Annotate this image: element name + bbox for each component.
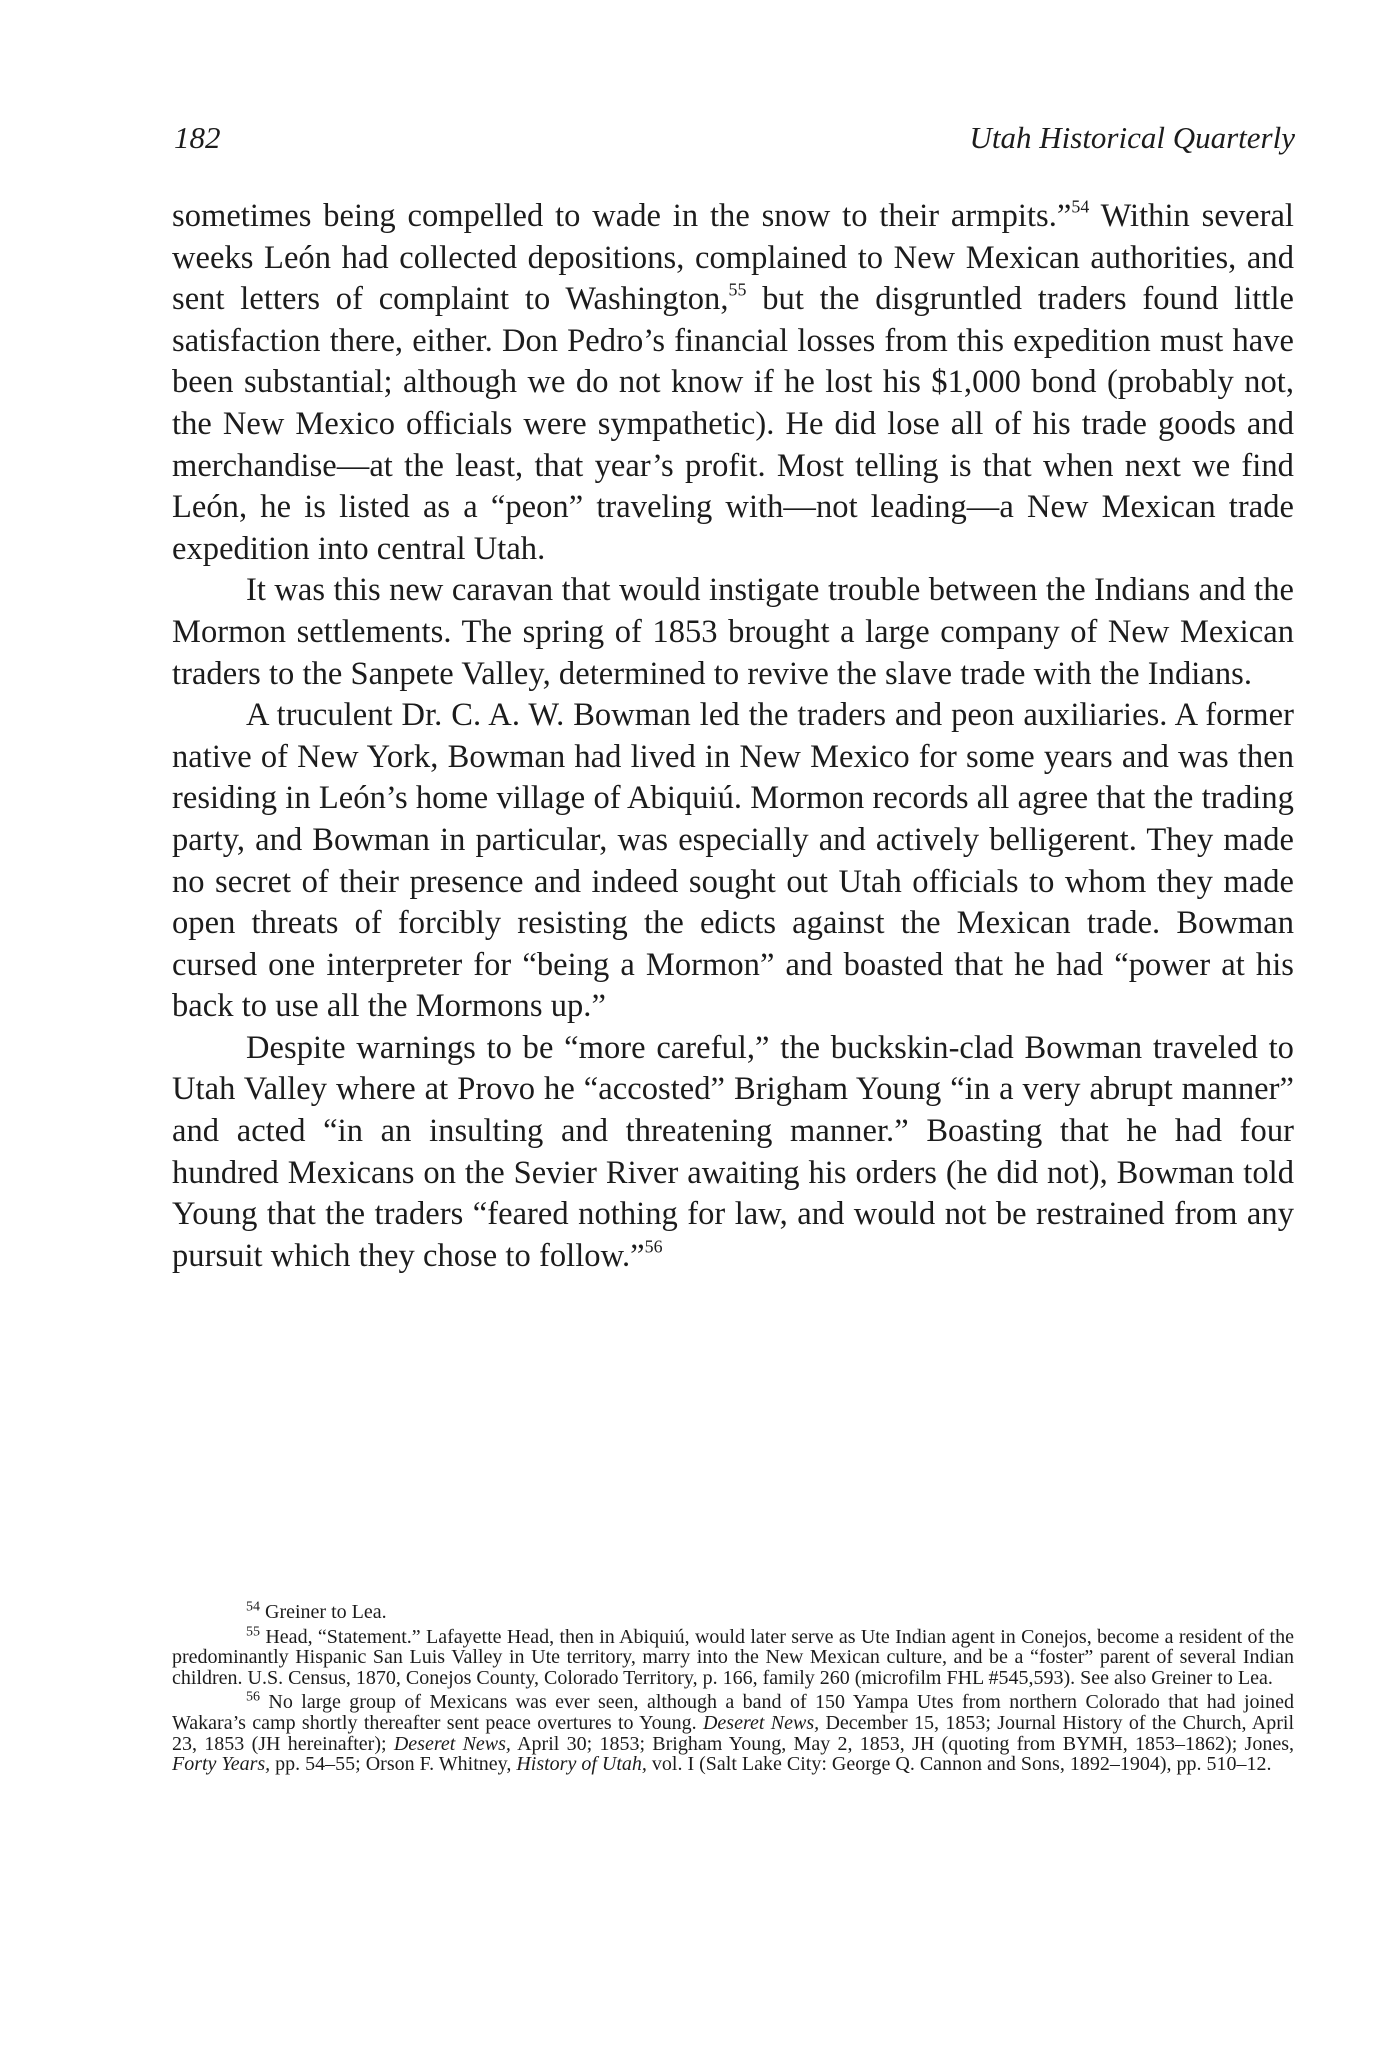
note-ref-56: 56	[644, 1236, 663, 1257]
footnote-56-number: 56	[246, 1689, 260, 1705]
footnote-56-text-g: pp. 54–55; Orson F. Whitney,	[270, 1753, 517, 1776]
paragraph-4-text: Despite warnings to be “more careful,” the buckskin-clad Bowman traveled to Utah Valley where at Provo he “accosted” Brigham Young “in a very abrupt manner” and acted “in an insulting and threatening manner.” Boasting that he had four hundred Mexicans on the Sevier River awaiting his orders (he did not), Bowman told Young that the traders “feared nothing for law, and would not be restrained from any pursuit which they chose to follow.”	[172, 1029, 1294, 1274]
footnote-54	[172, 1599, 1294, 1623]
footnote-56-title-deseret-news-1: Deseret News,	[702, 1711, 820, 1734]
paragraph-4	[172, 1028, 1294, 1278]
footnote-56-text-i: vol. I (Salt Lake City: George Q. Cannon and Sons, 1892–1904), pp. 510–12.	[646, 1753, 1272, 1776]
footnote-55-number: 55	[246, 1623, 260, 1639]
footnote-55	[172, 1623, 1294, 1689]
footnote-54-text: Greiner to Lea.	[260, 1601, 387, 1623]
body-text	[172, 196, 1294, 1277]
note-ref-54: 54	[1071, 196, 1090, 217]
footnote-56-title-deseret-news-2: Deseret News,	[393, 1732, 511, 1755]
footnote-56	[172, 1689, 1295, 1776]
running-head	[174, 120, 1295, 160]
page-number: 182	[174, 120, 221, 155]
paragraph-2: It was this new caravan that would instigate trouble between the Indians and the Mormon settlements. The spring of 1853 brought a large company of New Mexican traders to the Sanpete Valley, determined to revive the slave trade with the Indians.	[172, 572, 1294, 692]
footnote-56-text-e: April 30; 1853; Brigham Young, May 2, 1853, JH (quoting from BYMH, 1853–1862); Jones,	[510, 1732, 1294, 1755]
footnote-56-title-forty-years: Forty Years,	[172, 1753, 271, 1776]
paragraph-3: A truculent Dr. C. A. W. Bowman led the traders and peon auxiliaries. A former native of New York, Bowman had lived in New Mexico for some years and was then residing in León’s home village of Abiquiú. Mormon records all agree that the trading party, and Bowman in particular, was especially and actively belligerent. They made no secret of their presence and indeed sought out Utah officials to whom they made open threats of forcibly resisting the edicts against the Mexican trade. Bowman cursed one interpreter for “being a Mormon” and boasted that he had “power at his back to use all the Mormons up.”	[172, 697, 1294, 1025]
paragraph-1-text-b: Within several weeks León had collected depositions, complained to New Mexican authorities, and sent letters of complaint to Washington,	[172, 198, 1295, 318]
paragraph-1-text-c: but the disgruntled traders found little satisfaction there, either. Don Pedro’s financial losses from this expedition must have been substantial; although we do not know if he lost his $1,000 bond (probably not, the New Mexico officials were sympathetic). He did lose all of his trade goods and merchandise—at the least, that year’s profit. Most telling is that when next we find León, he is listed as a “peon” traveling with—not leading—a New Mexican trade expedition into central Utah.	[172, 281, 1295, 567]
footnote-56-text-c: December 15, 1853; Journal History of the Church, April 23, 1853 (JH hereinafter);	[172, 1711, 1295, 1755]
footnote-56-title-history-of-utah: History of Utah,	[516, 1753, 647, 1776]
paragraph-1-text-a: sometimes being compelled to wade in the snow to their armpits.”	[172, 198, 1072, 234]
journal-title: Utah Historical Quarterly	[969, 120, 1295, 155]
footnote-54-number: 54	[246, 1599, 260, 1615]
footnotes	[172, 1599, 1295, 1779]
note-ref-55: 55	[728, 279, 747, 300]
footnote-56-text-a: No large group of Mexicans was ever seen, although a band of 150 Yampa Utes from northern Colorado that had joined Wakara’s camp shortly thereafter sent peace overtures to Young.	[172, 1691, 1294, 1734]
paragraph-1	[172, 196, 1294, 570]
footnote-55-text: Head, “Statement.” Lafayette Head, then in Abiquiú, would later serve as Ute Indian agent in Conejos, become a resident of the predominantly Hispanic San Luis Valley in Ute territory, marry into the New Mexican culture, and be a “foster” parent of several Indian children. U.S. Census, 1870, Conejos County, Colorado Territory, p. 166, family 260 (microfilm FHL #545,593). See also Greiner to Lea.	[172, 1625, 1294, 1689]
